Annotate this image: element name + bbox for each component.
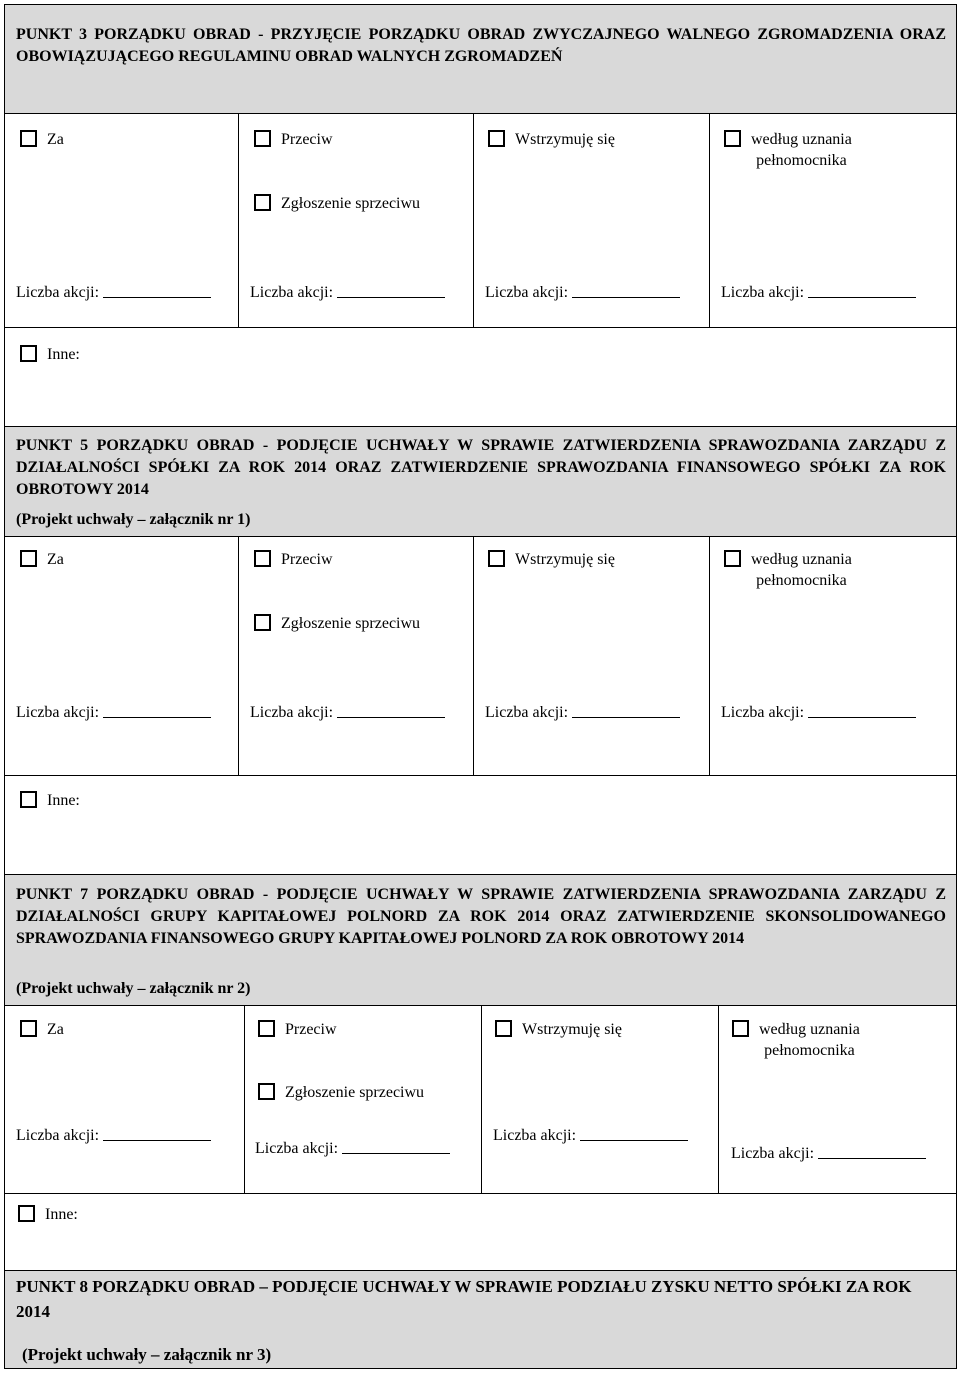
liczba-label: Liczba akcji:	[16, 284, 100, 301]
punkt3-title: PUNKT 3 PORZĄDKU OBRAD - PRZYJĘCIE PORZĄDKU OBRAD ZWYCZAJNEGO WALNEGO ZGROMADZENIA ORAZ OBOWIĄZUJĄCEGO REGULAMINU OBRAD WALNYCH ZGROMADZEŃ	[16, 26, 946, 65]
punkt5-inne-box	[4, 775, 957, 875]
liczba-blank-line[interactable]	[572, 716, 680, 718]
punkt5-liczba-za[interactable]	[16, 704, 211, 722]
punkt3-inne-box	[4, 327, 957, 427]
liczba-blank-line[interactable]	[337, 716, 445, 718]
punkt3-wstrzymuje-option[interactable]: Wstrzymuję się	[488, 129, 615, 150]
checkbox[interactable]	[20, 791, 37, 808]
checkbox[interactable]	[732, 1020, 749, 1037]
punkt5-wstrzymuje-option[interactable]: Wstrzymuję się	[488, 549, 615, 570]
punkt7-title: PUNKT 7 PORZĄDKU OBRAD - PODJĘCIE UCHWAŁY W SPRAWIE ZATWIERDZENIA SPRAWOZDANIA ZARZĄDU Z DZIAŁALNOŚCI GRUPY KAPITAŁOWEJ POLNORD ZA ROK 2014 ORAZ ZATWIERDZENIE SKONSOLIDOWANEGO SPRAWOZDANIA FINANSOWEGO GRUPY KAPITAŁOWEJ POLNORD ZA ROK OBROTOWY 2014	[16, 886, 946, 947]
punkt7-liczba-wstrzymuje[interactable]	[493, 1127, 688, 1145]
punkt7-wedlug-option[interactable]: według uznania pełnomocnika	[732, 1019, 860, 1061]
checkbox[interactable]	[20, 550, 37, 567]
punkt5-sprzeciw-option[interactable]: Zgłoszenie sprzeciwu	[254, 613, 420, 634]
liczba-blank-line[interactable]	[580, 1139, 688, 1141]
punkt7-liczba-przeciw[interactable]	[255, 1140, 450, 1158]
punkt3-przeciw-option[interactable]: Przeciw	[254, 129, 333, 150]
liczba-blank-line[interactable]	[337, 296, 445, 298]
punkt8-title: PUNKT 8 PORZĄDKU OBRAD – PODJĘCIE UCHWAŁY W SPRAWIE PODZIAŁU ZYSKU NETTO SPÓŁKI ZA ROK 2014	[16, 1277, 912, 1321]
checkbox[interactable]	[20, 1020, 37, 1037]
liczba-label: Liczba akcji:	[250, 284, 334, 301]
punkt3-liczba-wstrzymuje[interactable]	[485, 284, 680, 302]
punkt5-liczba-przeciw[interactable]	[250, 704, 445, 722]
liczba-label: Liczba akcji:	[485, 704, 569, 721]
liczba-label: Liczba akcji:	[731, 1145, 815, 1162]
checkbox[interactable]	[254, 194, 271, 211]
punkt5-liczba-wstrzymuje[interactable]	[485, 704, 680, 722]
punkt3-liczba-przeciw[interactable]	[250, 284, 445, 302]
punkt5-za-option[interactable]: Za	[20, 549, 64, 570]
punkt7-project: (Projekt uchwały – załącznik nr 2)	[16, 980, 251, 997]
voting-form	[4, 4, 957, 1369]
punkt7-przeciw-option[interactable]: Przeciw	[258, 1019, 337, 1040]
punkt3-za-option[interactable]: Za	[20, 129, 64, 150]
liczba-blank-line[interactable]	[572, 296, 680, 298]
liczba-label: Liczba akcji:	[721, 284, 805, 301]
punkt7-za-option[interactable]: Za	[20, 1019, 64, 1040]
punkt7-sprzeciw-option[interactable]: Zgłoszenie sprzeciwu	[258, 1082, 424, 1103]
punkt7-liczba-za[interactable]	[16, 1127, 211, 1145]
checkbox[interactable]	[488, 130, 505, 147]
checkbox[interactable]	[495, 1020, 512, 1037]
liczba-label: Liczba akcji:	[493, 1127, 577, 1144]
checkbox[interactable]	[254, 614, 271, 631]
checkbox[interactable]	[258, 1020, 275, 1037]
punkt7-wstrzymuje-option[interactable]: Wstrzymuję się	[495, 1019, 622, 1040]
punkt7-inne-box	[4, 1193, 957, 1271]
liczba-blank-line[interactable]	[103, 296, 211, 298]
punkt5-title: PUNKT 5 PORZĄDKU OBRAD - PODJĘCIE UCHWAŁY W SPRAWIE ZATWIERDZENIA SPRAWOZDANIA ZARZĄDU Z DZIAŁALNOŚCI SPÓŁKI ZA ROK 2014 ORAZ ZATWIERDZENIE SPRAWOZDANIA FINANSOWEGO SPÓŁKI ZA ROK OBROTOWY 2014	[16, 437, 946, 498]
punkt3-liczba-za[interactable]	[16, 284, 211, 302]
punkt5-przeciw-option[interactable]: Przeciw	[254, 549, 333, 570]
punkt3-wedlug-option[interactable]: według uznania pełnomocnika	[724, 129, 852, 171]
checkbox[interactable]	[724, 550, 741, 567]
punkt3-inne-option[interactable]: Inne:	[20, 344, 80, 365]
checkbox[interactable]	[18, 1205, 35, 1222]
punkt5-inne-option[interactable]: Inne:	[20, 790, 80, 811]
punkt8-project: (Projekt uchwały – załącznik nr 3)	[22, 1345, 272, 1364]
liczba-label: Liczba akcji:	[721, 704, 805, 721]
punkt5-project: (Projekt uchwały – załącznik nr 1)	[16, 511, 251, 528]
liczba-blank-line[interactable]	[103, 1139, 211, 1141]
liczba-label: Liczba akcji:	[255, 1140, 339, 1157]
checkbox[interactable]	[258, 1083, 275, 1100]
checkbox[interactable]	[488, 550, 505, 567]
checkbox[interactable]	[254, 130, 271, 147]
punkt3-liczba-wedlug[interactable]	[721, 284, 916, 302]
liczba-blank-line[interactable]	[818, 1157, 926, 1159]
punkt7-liczba-wedlug[interactable]	[731, 1145, 926, 1163]
checkbox[interactable]	[20, 130, 37, 147]
checkbox[interactable]	[254, 550, 271, 567]
punkt5-liczba-wedlug[interactable]	[721, 704, 916, 722]
liczba-label: Liczba akcji:	[250, 704, 334, 721]
liczba-label: Liczba akcji:	[16, 704, 100, 721]
liczba-blank-line[interactable]	[342, 1152, 450, 1154]
checkbox[interactable]	[724, 130, 741, 147]
liczba-label: Liczba akcji:	[485, 284, 569, 301]
checkbox[interactable]	[20, 345, 37, 362]
punkt7-inne-option[interactable]: Inne:	[18, 1204, 78, 1225]
punkt5-wedlug-option[interactable]: według uznania pełnomocnika	[724, 549, 852, 591]
liczba-blank-line[interactable]	[808, 296, 916, 298]
liczba-blank-line[interactable]	[103, 716, 211, 718]
liczba-blank-line[interactable]	[808, 716, 916, 718]
liczba-label: Liczba akcji:	[16, 1127, 100, 1144]
punkt3-sprzeciw-option[interactable]: Zgłoszenie sprzeciwu	[254, 193, 420, 214]
